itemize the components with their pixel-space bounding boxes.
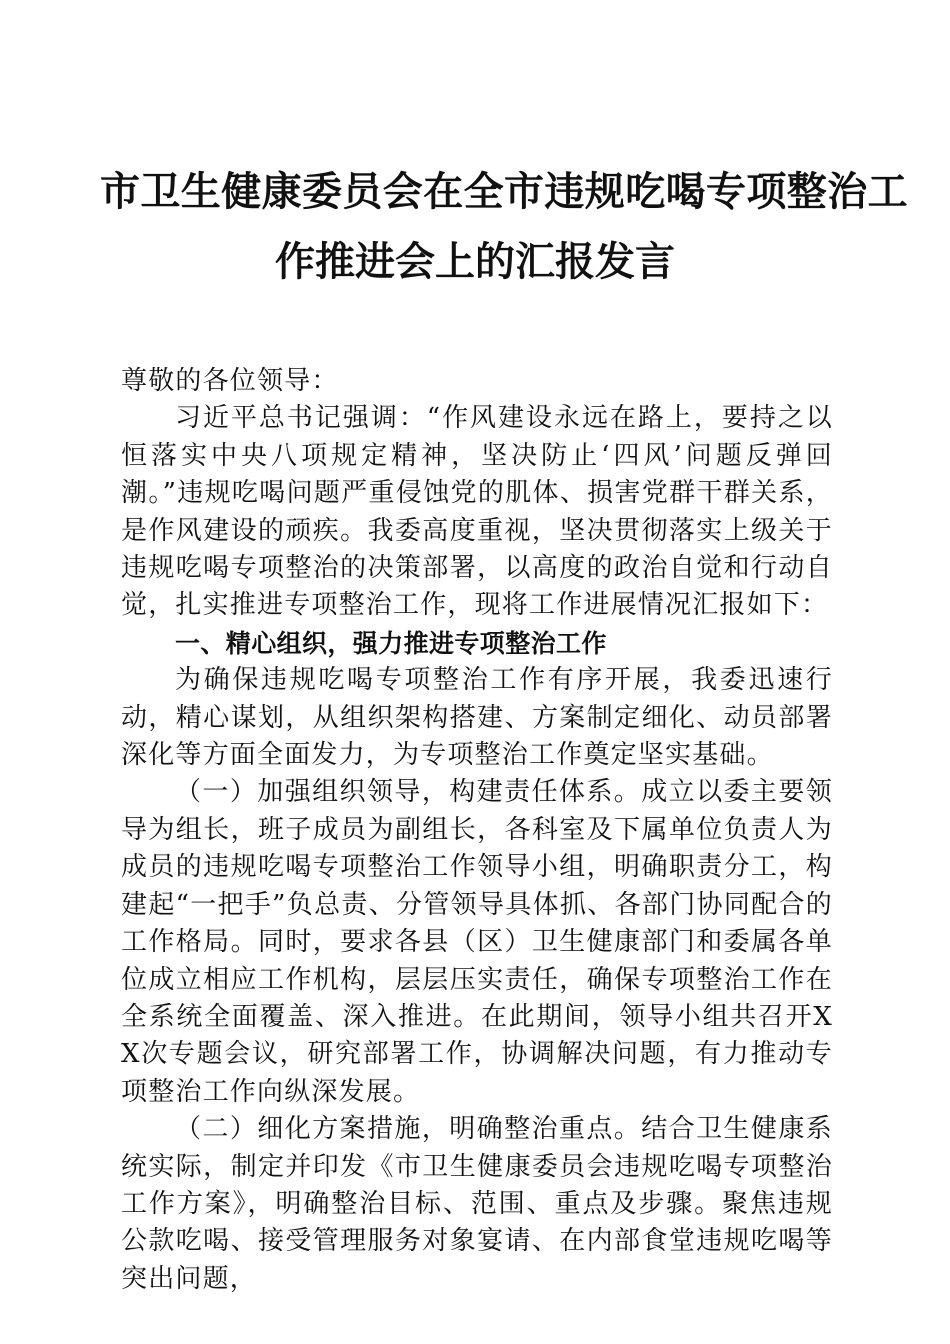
document-body bbox=[121, 363, 833, 1298]
document-title-line-2: 作推进会上的汇报发言 bbox=[275, 238, 675, 285]
paragraph-subsection-2: （二）细化方案措施，明确整治重点。结合卫生健康系统实际，制定并印发《市卫生健康委员会违规吃喝专项整治工作方案》，明确整治目标、范围、重点及步骤。聚焦违规公款吃喝、接受管理服务对象宴请、在内部食堂违规吃喝等突出问题， bbox=[121, 1114, 833, 1294]
salutation: 尊敬的各位领导： bbox=[121, 366, 339, 396]
document-title-line-1: 市卫生健康委员会在全市违规吃喝专项整治工 bbox=[100, 168, 908, 215]
section-heading-1: 一、精心组织，强力推进专项整治工作 bbox=[175, 628, 607, 658]
paragraph-section-1-intro: 为确保违规吃喝专项整治工作有序开展，我委迅速行动，精心谋划，从组织架构搭建、方案制定细化、动员部署深化等方面全面发力，为专项整治工作奠定坚实基础。 bbox=[121, 665, 833, 771]
paragraph-subsection-1: （一）加强组织领导，构建责任体系。成立以委主要领导为组长，班子成员为副组长，各科室及下属单位负责人为成员的违规吃喝专项整治工作领导小组，明确职责分工，构建起“一把手”负总责、分管领导具体抓、各部门协同配合的工作格局。同时，要求各县（区）卫生健康部门和委属各单位成立相应工作机构，层层压实责任，确保专项整治工作在全系统全面覆盖、深入推进。在此期间，领导小组共召开XX次专题会议，研究部署工作，协调解决问题，有力推动专项整治工作向纵深发展。 bbox=[121, 777, 833, 1107]
paragraph-intro: 习近平总书记强调：“作风建设永远在路上，要持之以恒落实中央八项规定精神，坚决防止‘四风’问题反弹回潮。”违规吃喝问题严重侵蚀党的肌体、损害党群干群关系，是作风建设的顽疾。我委高度重视，坚决贯彻落实上级关于违规吃喝专项整治的决策部署，以高度的政治自觉和行动自觉，扎实推进专项整治工作，现将工作进展情况汇报如下： bbox=[121, 403, 833, 621]
